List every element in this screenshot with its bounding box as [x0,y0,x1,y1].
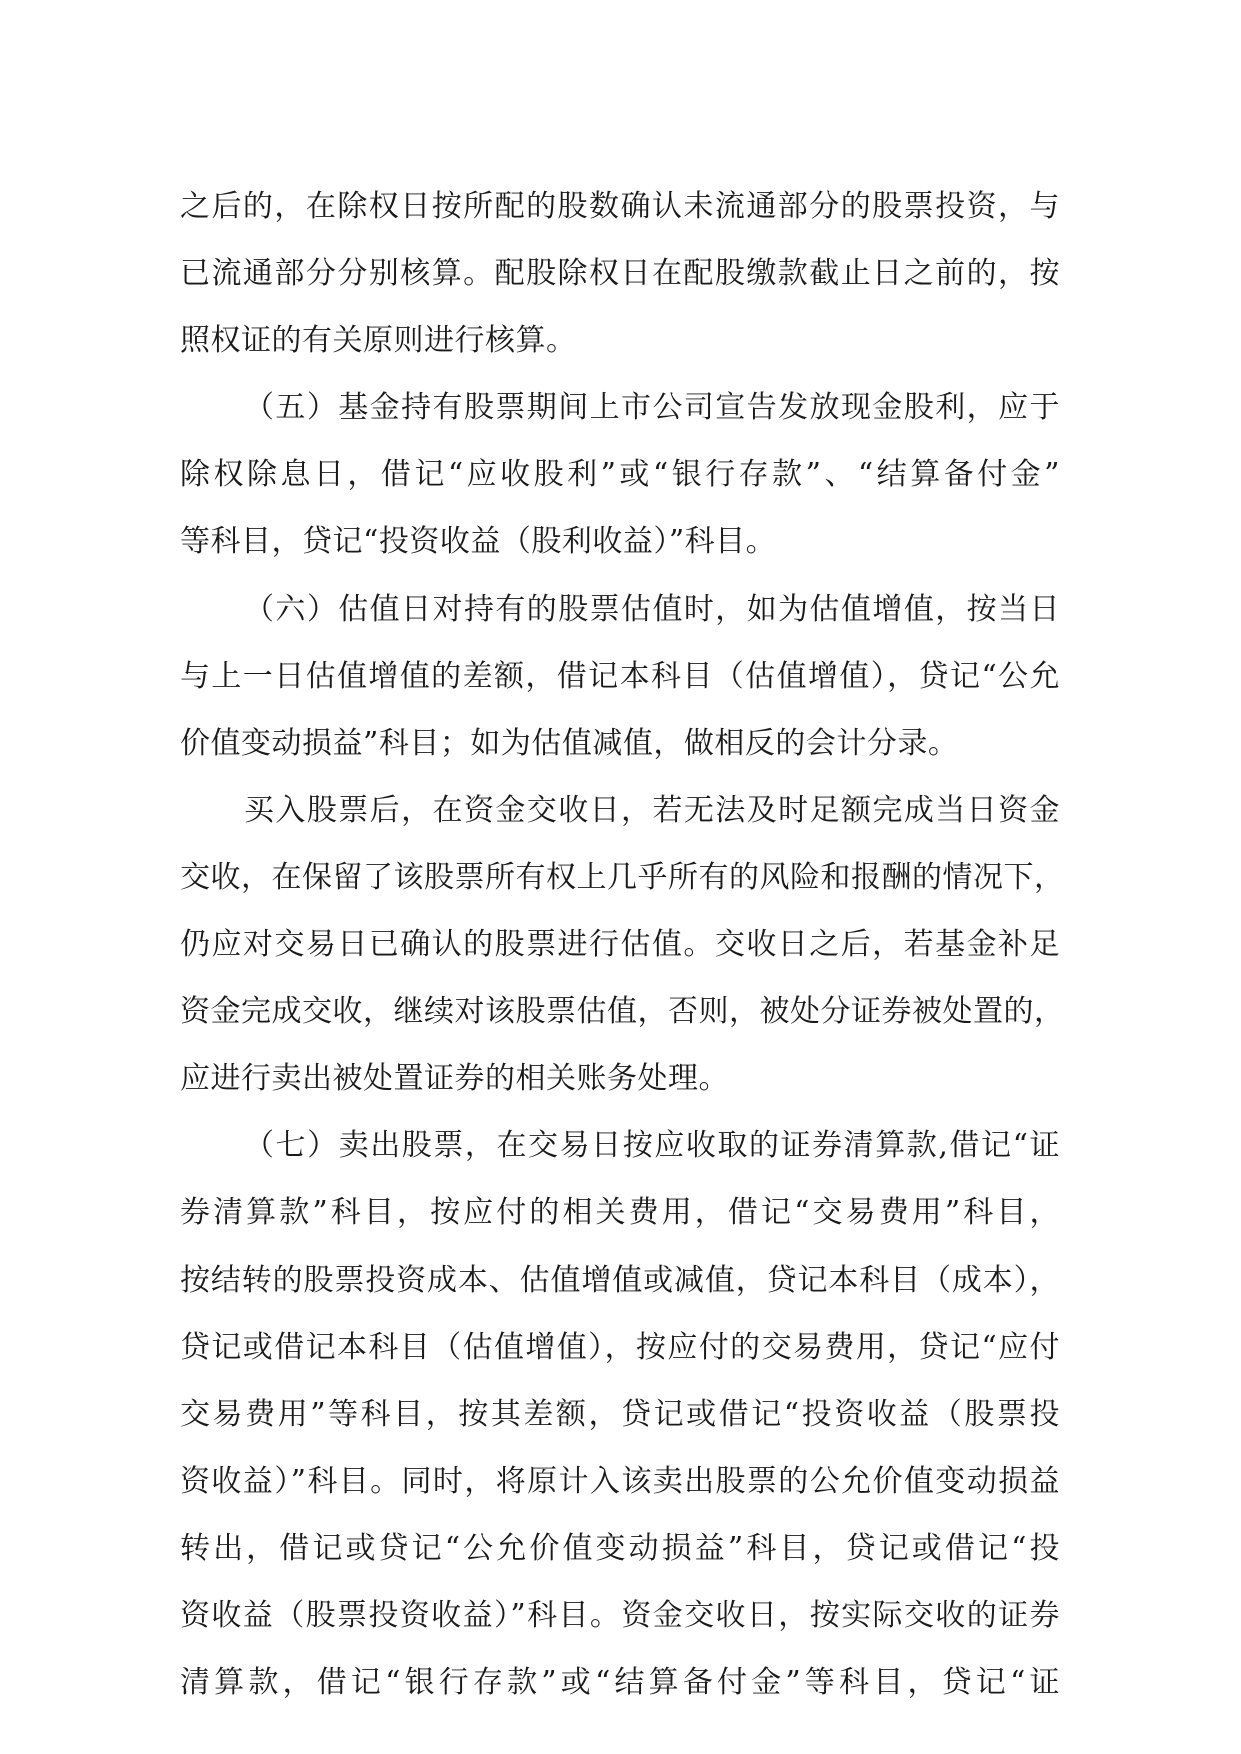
text-line: （七）卖出股票，在交易日按应收取的证券清算款,借记“证 [244,1128,1060,1164]
text-line: 交易费用”等科目，按其差额，贷记或借记“投资收益（股票投 [180,1396,1060,1432]
text-line: （六）估值日对持有的股票估值时，如为估值增值，按当日 [244,591,1060,627]
text-line: 资收益（股票投资收益）”科目。资金交收日，按实际交收的证券 [180,1597,1060,1633]
text-line: 等科目，贷记“投资收益（股利收益）”科目。 [180,524,777,560]
text-line: 贷记或借记本科目（估值增值），按应付的交易费用，贷记“应付 [180,1329,1060,1365]
text-line: 按结转的股票投资成本、估值增值或减值，贷记本科目（成本）， [180,1262,1060,1298]
text-line: 已流通部分分别核算。配股除权日在配股缴款截止日之前的，按 [180,256,1060,292]
text-line: 价值变动损益”科目；如为估值减值，做相反的会计分录。 [180,725,959,761]
document-body [180,173,1065,1716]
text-line: 清算款，借记“银行存款”或“结算备付金”等科目，贷记“证 [180,1665,1060,1701]
text-line: 仍应对交易日已确认的股票进行估值。交收日之后，若基金补足 [180,927,1060,963]
text-line: 交收，在保留了该股票所有权上几乎所有的风险和报酬的情况下， [180,859,1065,895]
text-line: 与上一日估值增值的差额，借记本科目（估值增值），贷记“公允 [180,658,1060,694]
text-line: 照权证的有关原则进行核算。 [180,323,577,359]
text-line: （五）基金持有股票期间上市公司宣告发放现金股利，应于 [244,390,1060,426]
text-line: 转出，借记或贷记“公允价值变动损益”科目，贷记或借记“投 [180,1530,1060,1566]
text-line: 券清算款”科目，按应付的相关费用，借记“交易费用”科目， [180,1195,1060,1231]
text-line: 应进行卖出被处置证券的相关账务处理。 [180,1061,729,1097]
text-line: 之后的，在除权日按所配的股数确认未流通部分的股票投资，与 [180,189,1060,224]
text-line: 除权除息日，借记“应收股利”或“银行存款”、“结算备付金” [180,457,1060,493]
text-line: 资金完成交收，继续对该股票估值，否则，被处分证券被处置的， [180,994,1065,1030]
text-line: 资收益）”科目。同时，将原计入该卖出股票的公允价值变动损益 [180,1463,1060,1499]
text-line: 买入股票后，在资金交收日，若无法及时足额完成当日资金 [244,792,1060,828]
